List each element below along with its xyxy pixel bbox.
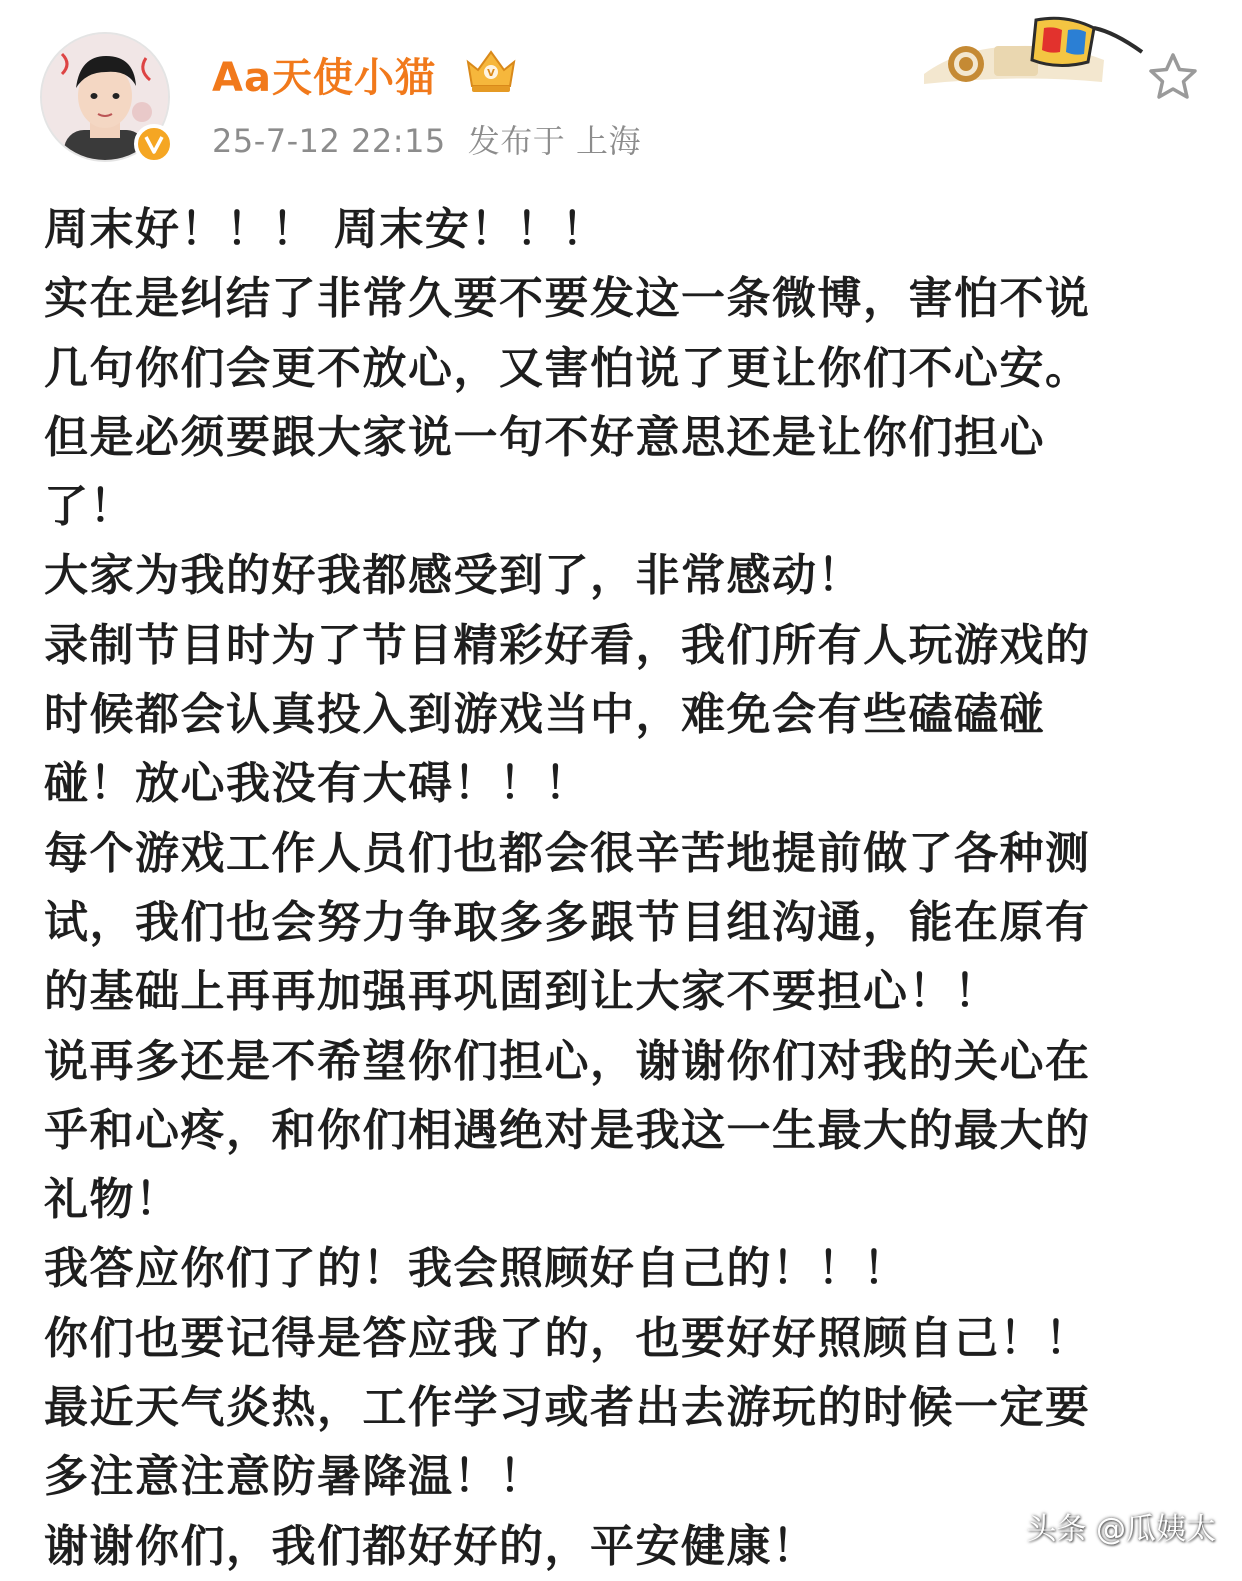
post-text-line: 碰！放心我没有大碍！！！: [44, 758, 590, 810]
post-text-line: 大家为我的好我都感受到了，非常感动！: [44, 550, 863, 602]
user-avatar[interactable]: [40, 32, 170, 162]
watermark: 头条 @瓜姨太: [1026, 1512, 1216, 1547]
post-location: 发布于 上海: [467, 122, 641, 160]
post-text-line: 礼物！: [44, 1174, 181, 1226]
post-text-line: 最近天气炎热，工作学习或者出去游玩的时候一定要: [44, 1382, 1091, 1434]
post-meta: [212, 116, 641, 162]
post-date: 25-7-12 22:15: [212, 122, 446, 160]
post-text-line: 我答应你们了的！我会照顾好自己的！！！: [44, 1243, 909, 1295]
post-text-line: 谢谢你们，我们都好好的，平安健康！: [44, 1520, 818, 1572]
post-text-line: 每个游戏工作人员们也都会很辛苦地提前做了各种测: [44, 827, 1091, 879]
post-text-line: 你们也要记得是答应我了的，也要好好照顾自己！！: [44, 1312, 1091, 1364]
post-text-line: 周末好！！！ 周末安！！！: [44, 204, 607, 255]
post-text-line: 试，我们也会努力争取多多跟节目组沟通，能在原有: [44, 896, 1091, 948]
event-badge-3d-glasses: [918, 6, 1152, 96]
post-text-line: 乎和心疼，和你们相遇绝对是我这一生最大的最大的: [44, 1104, 1091, 1156]
post-text-line: 录制节目时为了节目精彩好看，我们所有人玩游戏的: [44, 619, 1091, 671]
post-text-line: 的基础上再再加强再巩固到让大家不要担心！！: [44, 966, 1000, 1018]
star-outline-icon[interactable]: [1146, 50, 1200, 104]
post-text-line: 多注意注意防暑降温！！: [44, 1451, 545, 1503]
post-text-line: 时候都会认真投入到游戏当中，难免会有些磕磕碰: [44, 689, 1045, 741]
username[interactable]: Aa天使小猫: [212, 55, 436, 101]
post-text-line: 实在是纠结了非常久要不要发这一条微博，害怕不说: [44, 273, 1091, 325]
post-header: [0, 0, 1242, 190]
verified-v-icon: [134, 124, 174, 164]
post-text-line: 几句你们会更不放心，又害怕说了更让你们不心安。: [44, 342, 1091, 394]
post-text-line: 了！: [44, 481, 135, 533]
post-text-line: 但是必须要跟大家说一句不好意思还是让你们担心: [44, 411, 1045, 463]
post-text-line: 说再多还是不希望你们担心，谢谢你们对我的关心在: [44, 1035, 1091, 1087]
svg-text:V: V: [487, 68, 495, 79]
post-body: [44, 195, 1194, 1581]
vip-crown-icon[interactable]: [462, 46, 520, 96]
